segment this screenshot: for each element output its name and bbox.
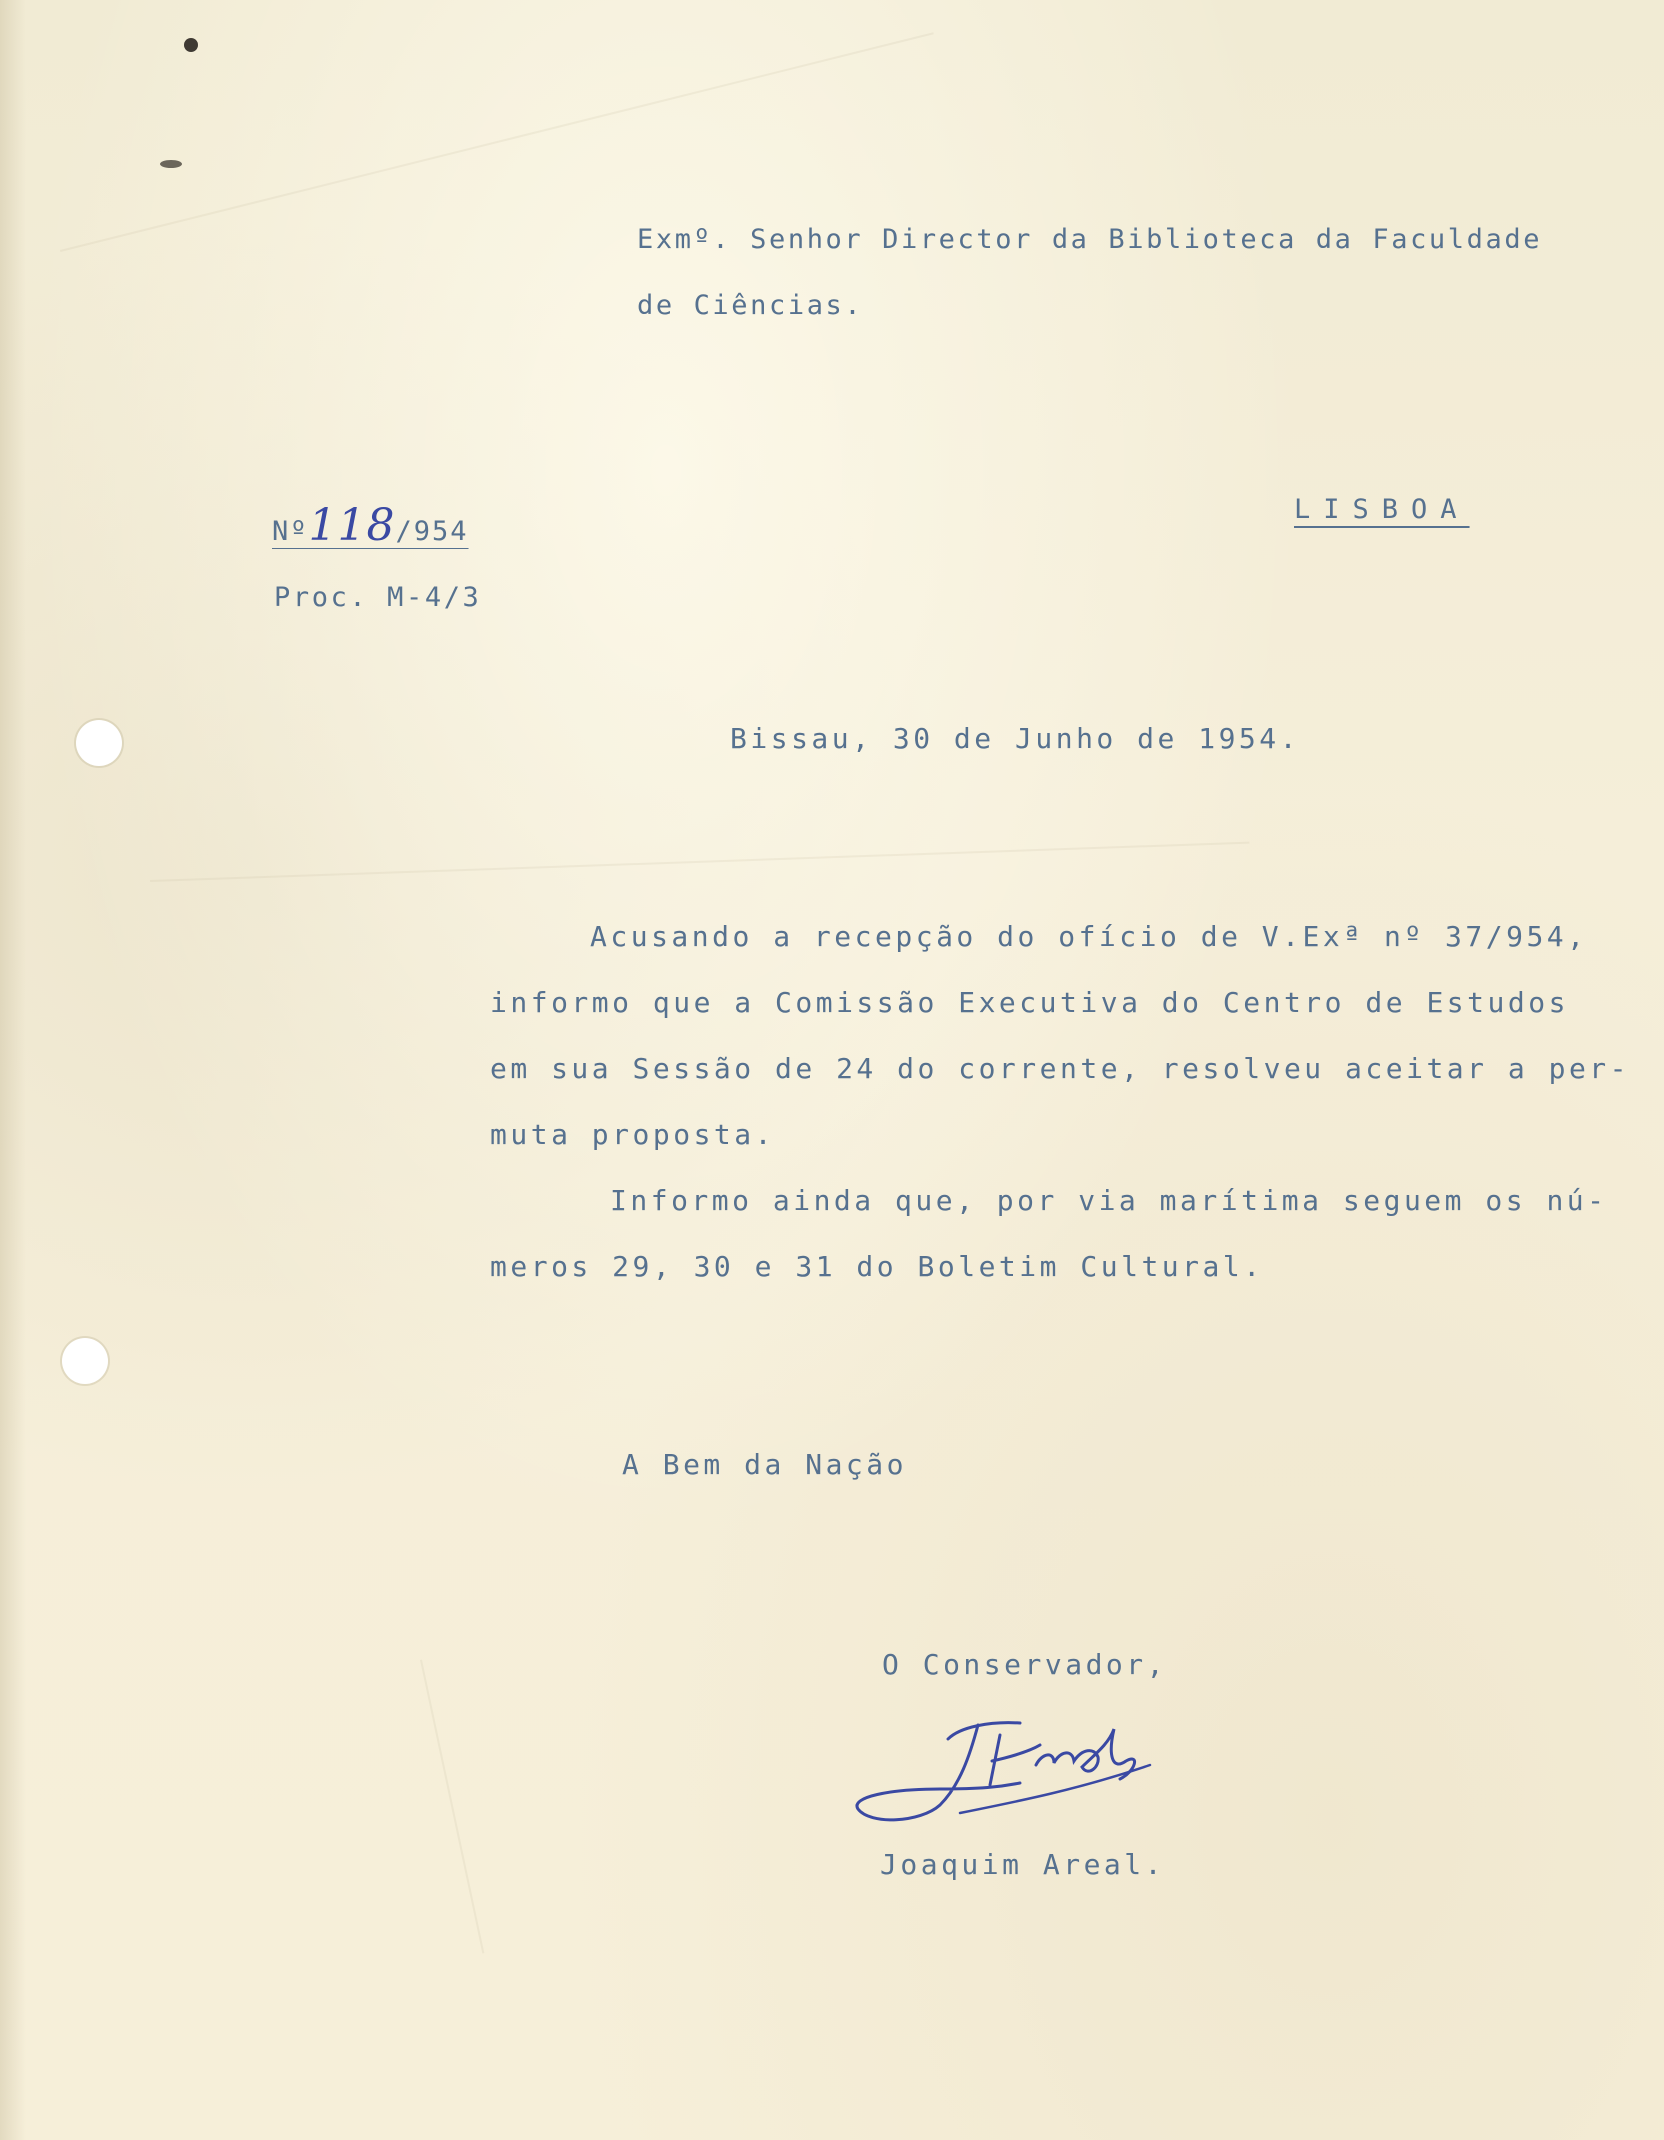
reference-handwritten-number: 118 [308,500,396,551]
punch-hole-bottom [62,1338,108,1384]
punch-hole-top [76,720,122,766]
closing-salutation: A Bem da Nação [622,1448,908,1481]
body-line: Acusando a recepção do ofício de V.Exª nº 37/954, [590,920,1588,953]
process-number: Proc. M-4/3 [274,582,482,613]
ink-stain [160,160,182,168]
body-line: meros 29, 30 e 31 do Boletim Cultural. [490,1250,1264,1283]
handwritten-signature [850,1705,1170,1835]
reference-prefix: Nº [272,516,309,547]
reference-year: /954 [395,516,469,547]
paper-crease [150,842,1249,882]
paper-crease [420,1660,484,1954]
paper-edge [0,0,26,2140]
body-line: em sua Sessão de 24 do corrente, resolveu aceitar a per- [490,1052,1631,1085]
destination-city: LISBOA [1294,494,1470,525]
reference-number [272,500,469,551]
addressee-line-1: Exmº. Senhor Director da Biblioteca da Faculdade [637,224,1543,255]
signer-title: O Conservador, [882,1648,1168,1681]
addressee-line-2: de Ciências. [637,290,864,321]
body-line: Informo ainda que, por via marítima seguem os nú- [610,1184,1608,1217]
ink-stain [184,38,198,52]
paper-crease [60,32,934,252]
signer-name: Joaquim Areal. [880,1848,1166,1881]
body-line: informo que a Comissão Executiva do Centro de Estudos [490,986,1569,1019]
place-date: Bissau, 30 de Junho de 1954. [730,722,1301,755]
body-line: muta proposta. [490,1118,776,1151]
